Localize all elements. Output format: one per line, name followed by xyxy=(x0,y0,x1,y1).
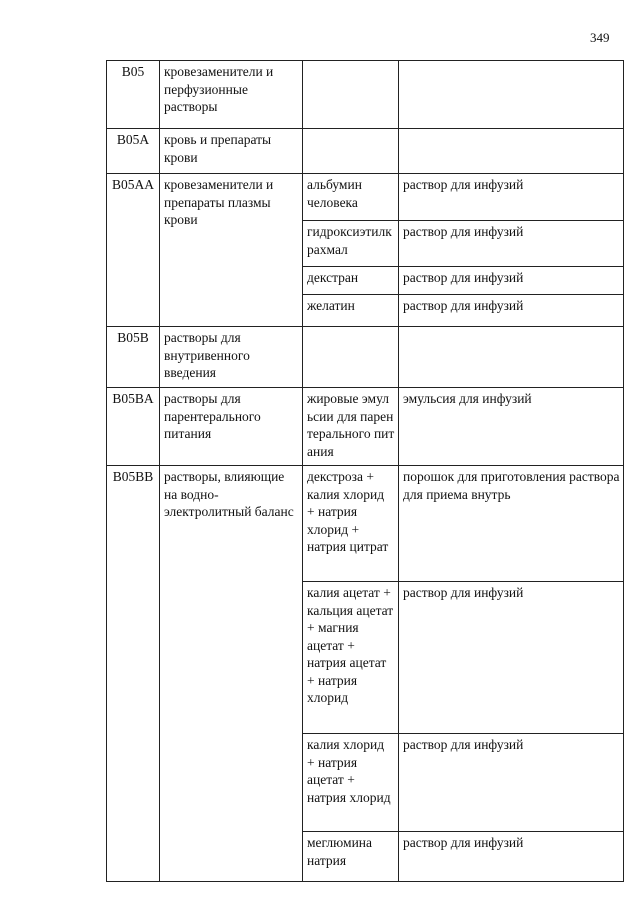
atc-code: B05A xyxy=(107,129,160,174)
group-name: кровезаменители и перфузионные растворы xyxy=(160,61,303,129)
dosage-form: раствор для инфузий xyxy=(399,295,624,327)
drug-name xyxy=(303,327,399,388)
dosage-form: раствор для инфузий xyxy=(399,221,624,267)
atc-code: B05BA xyxy=(107,388,160,466)
group-name: растворы для парентерального питания xyxy=(160,388,303,466)
dosage-form xyxy=(399,129,624,174)
dosage-form: раствор для инфузий xyxy=(399,582,624,734)
drug-name: декстроза + калия хлорид + натрия хлорид + натрия цитрат xyxy=(303,466,399,582)
dosage-form xyxy=(399,327,624,388)
drug-name: гидроксиэтилкрахмал xyxy=(303,221,399,267)
group-name: кровь и препараты крови xyxy=(160,129,303,174)
table-row xyxy=(107,466,624,582)
table-row xyxy=(107,388,624,466)
drug-name: жировые эмульсии для парентерального питания xyxy=(303,388,399,466)
drug-name xyxy=(303,129,399,174)
atc-code: B05 xyxy=(107,61,160,129)
table-row xyxy=(107,129,624,174)
atc-code: B05B xyxy=(107,327,160,388)
drug-name: альбумин человека xyxy=(303,174,399,221)
dosage-form: раствор для инфузий xyxy=(399,174,624,221)
drug-name: декстран xyxy=(303,267,399,295)
group-name: растворы, влияющие на водно-электролитный баланс xyxy=(160,466,303,882)
drug-classification-table xyxy=(106,60,624,882)
dosage-form: раствор для инфузий xyxy=(399,267,624,295)
table-row xyxy=(107,174,624,221)
drug-name: желатин xyxy=(303,295,399,327)
table-row xyxy=(107,327,624,388)
group-name: растворы для внутривенного введения xyxy=(160,327,303,388)
atc-code: B05BB xyxy=(107,466,160,882)
dosage-form: раствор для инфузий xyxy=(399,832,624,882)
dosage-form: раствор для инфузий xyxy=(399,734,624,832)
page-number: 349 xyxy=(590,30,610,45)
drug-name: калия хлорид + натрия ацетат + натрия хлорид xyxy=(303,734,399,832)
drug-name: калия ацетат + кальция ацетат + магния ацетат + натрия ацетат + натрия хлорид xyxy=(303,582,399,734)
drug-name xyxy=(303,61,399,129)
drug-name: меглюмина натрия xyxy=(303,832,399,882)
group-name: кровезаменители и препараты плазмы крови xyxy=(160,174,303,327)
atc-code: B05AA xyxy=(107,174,160,327)
dosage-form xyxy=(399,61,624,129)
dosage-form: эмульсия для инфузий xyxy=(399,388,624,466)
dosage-form: порошок для приготовления раствора для приема внутрь xyxy=(399,466,624,582)
table-row xyxy=(107,61,624,129)
